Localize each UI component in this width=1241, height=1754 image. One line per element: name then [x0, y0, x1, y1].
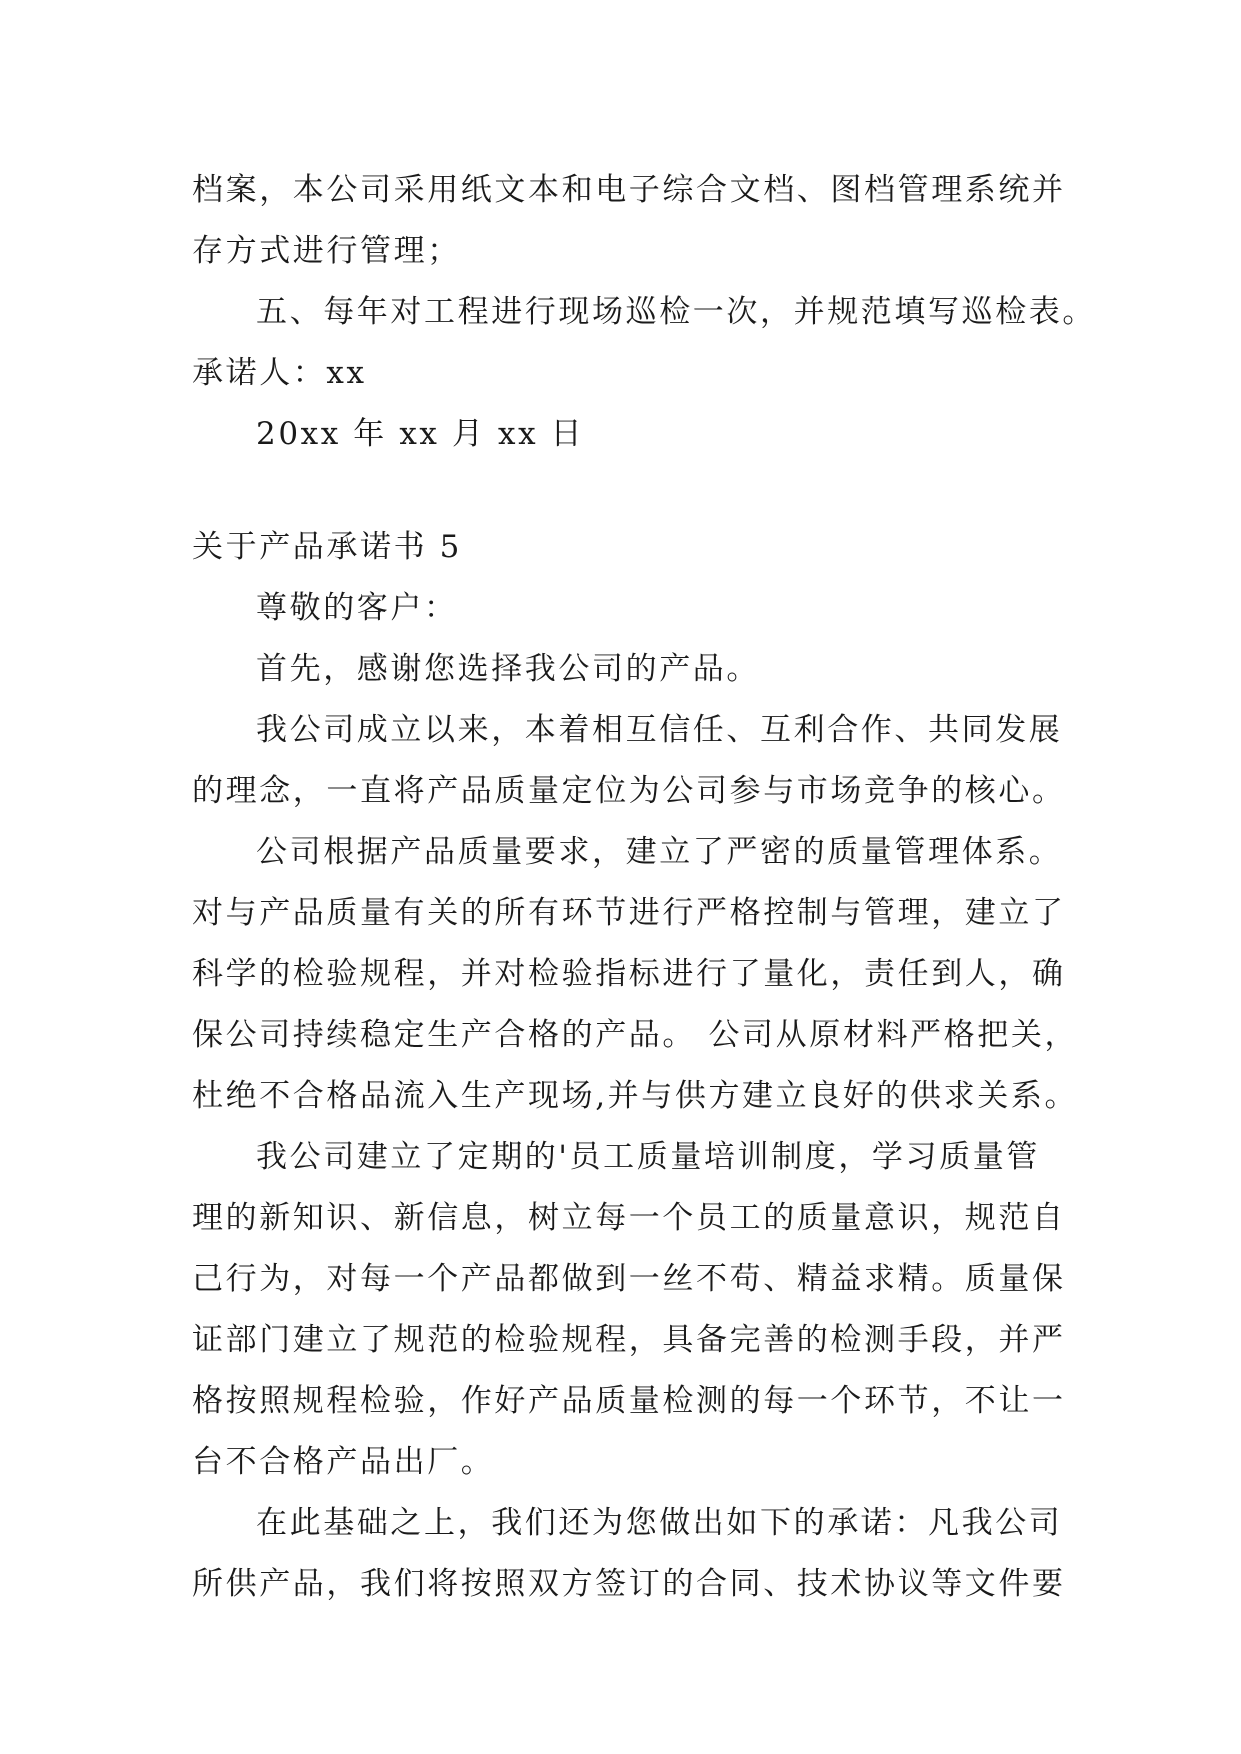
paragraph-quality-system-line-3: 科学的检验规程，并对检验指标进行了量化，责任到人，确: [192, 956, 1066, 992]
document-text: [192, 160, 1096, 1615]
date-line: 20xx 年 xx 月 xx 日: [256, 416, 585, 452]
paragraph-quality-system-line-2: 对与产品质量有关的所有环节进行严格控制与管理，建立了: [192, 895, 1066, 931]
paragraph-quality-system-line-5: 杜绝不合格品流入生产现场,并与供方建立良好的供求关系。: [192, 1078, 1079, 1114]
section-title: 关于产品承诺书 5: [192, 529, 462, 565]
paragraph-quality-system-line-1: 公司根据产品质量要求，建立了严密的质量管理体系。: [256, 834, 1063, 870]
promisor-line: 承诺人：xx: [192, 355, 367, 391]
paragraph-commitment-line-2: 所供产品，我们将按照双方签订的合同、技术协议等文件要: [192, 1566, 1066, 1602]
paragraph-training-line-3: 己行为，对每一个产品都做到一丝不苟、精益求精。质量保: [192, 1261, 1066, 1297]
salutation: 尊敬的客户：: [256, 590, 458, 626]
paragraph-training-line-1: 我公司建立了定期的'员工质量培训制度，学习质量管: [256, 1139, 1040, 1175]
paragraph-commitment-line-1: 在此基础之上，我们还为您做出如下的承诺：凡我公司: [256, 1505, 1063, 1541]
paragraph-inspection: 五、每年对工程进行现场巡检一次，并规范填写巡检表。: [256, 294, 1096, 330]
paragraph-archive-line-1: 档案，本公司采用纸文本和电子综合文档、图档管理系统并: [192, 172, 1066, 208]
paragraph-founding-line-2: 的理念，一直将产品质量定位为公司参与市场竞争的核心。: [192, 773, 1066, 809]
paragraph-founding-line-1: 我公司成立以来，本着相互信任、互利合作、共同发展: [256, 712, 1063, 748]
paragraph-training-line-5: 格按照规程检验，作好产品质量检测的每一个环节，不让一: [192, 1383, 1066, 1419]
paragraph-training-line-4: 证部门建立了规范的检验规程，具备完善的检测手段，并严: [192, 1322, 1066, 1358]
paragraph-training-line-6: 台不合格产品出厂。: [192, 1444, 495, 1480]
paragraph-thanks: 首先，感谢您选择我公司的产品。: [256, 651, 760, 687]
paragraph-archive-line-2: 存方式进行管理；: [192, 233, 461, 269]
paragraph-quality-system-line-4: 保公司持续稳定生产合格的产品。 公司从原材料严格把关，: [192, 1017, 1079, 1053]
paragraph-training-line-2: 理的新知识、新信息，树立每一个员工的质量意识，规范自: [192, 1200, 1066, 1236]
